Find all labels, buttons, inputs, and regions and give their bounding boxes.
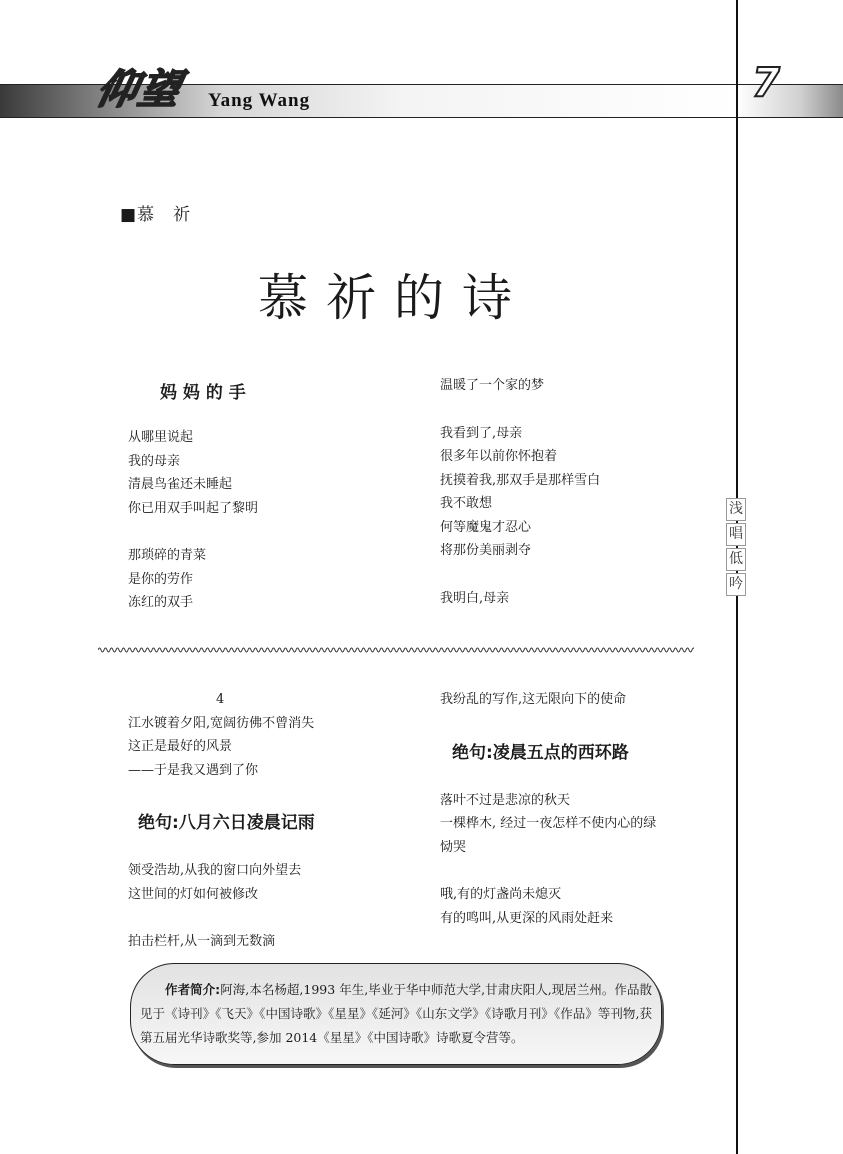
poem-line: 何等魔鬼才忍心 [440,519,532,535]
stanza [440,789,656,860]
author-bio-label: 作者简介: [165,982,221,997]
stanza [128,544,258,615]
poem-line: 我的母亲 [128,453,181,469]
poem1-title-wrap [160,378,246,403]
poem-title: 妈 妈 的 手 [160,383,246,403]
page-title: 慕祈的诗 [258,269,530,327]
magazine-subtitle: Yang Wang [208,90,311,111]
lower-right-column [440,688,656,954]
author-bio [140,978,652,1050]
poem-line: 我看到了,母亲 [440,425,523,441]
stanza [128,930,315,954]
poem-line: 恸哭 [440,839,467,855]
poem-line: 这正是最好的风景 [128,739,233,754]
stanza [440,587,600,611]
side-tab-char: 唱 [726,523,746,546]
poem-title: 绝句:凌晨五点的西环路 [452,742,629,763]
side-tab [726,498,746,598]
side-tab-char: 吟 [726,573,746,596]
poem-line: 你已用双手叫起了黎明 [128,500,259,516]
poem-line: 冻红的双手 [128,595,194,610]
poem-line: ——于是我又遇到了你 [128,762,259,778]
poem-line: 我明白,母亲 [440,590,510,606]
poem-section-number: 4 [216,692,225,707]
magazine-logo: 仰望 [92,67,187,113]
poem-line: 是你的劳作 [128,571,194,587]
author-bio-text: 阿海,本名杨超,1993 年生,毕业于华中师范大学,甘肃庆阳人,现居兰州。作品散见于《诗刊》《飞天》《中国诗歌》《星星》《延河》《山东文学》《诗歌月刊》《作品》等刊物,获第五届光华诗歌奖等,参加 2014《星星》《中国诗歌》诗歌夏令营等。 [140,982,653,1045]
stanza [440,422,600,563]
poem-line: 江水镀着夕阳,宽阔彷佛不曾消失 [128,715,315,731]
poem-line: 抚摸着我,那双手是那样雪白 [440,472,601,488]
stanza [440,883,656,930]
poem-line: 我纷乱的写作,这无限向下的使命 [440,692,627,707]
stanza [128,859,315,906]
poem1-right-column [440,374,600,634]
poem-line: 我不敢想 [440,496,493,511]
wavy-divider [98,644,694,656]
poem1-left-column [128,426,258,639]
poem-line: 温暖了一个家的梦 [440,378,545,393]
poem-line: 有的鸣叫,从更深的风雨处赶来 [440,910,614,926]
stanza [128,426,258,520]
stanza [440,374,600,398]
poem-line: 落叶不过是悲凉的秋天 [440,792,571,808]
side-tab-char: 低 [726,548,746,571]
section-label: ■慕 祈 [120,205,192,225]
side-tab-char: 浅 [726,498,746,521]
lower-left-column [128,688,315,978]
poem-line: 这世间的灯如何被修改 [128,886,259,902]
poem-line: 领受浩劫,从我的窗口向外望去 [128,863,302,878]
poem-line: 很多年以前你怀抱着 [440,449,558,464]
poem-line: 从哪里说起 [128,430,194,445]
poem-line: 清晨鸟雀还未睡起 [128,477,233,492]
poem-title: 绝句:八月六日凌晨记雨 [138,813,315,833]
poem-line: 那琐碎的青菜 [128,548,207,563]
poem-line: 一棵桦木, 经过一夜怎样不使内心的绿 [440,816,657,831]
page-number: 7 [752,60,780,106]
poem-line: 哦,有的灯盏尚未熄灭 [440,887,562,902]
poem-line: 将那份美丽剥夺 [440,543,532,558]
poem-line: 拍击栏杆,从一滴到无数滴 [128,934,276,949]
